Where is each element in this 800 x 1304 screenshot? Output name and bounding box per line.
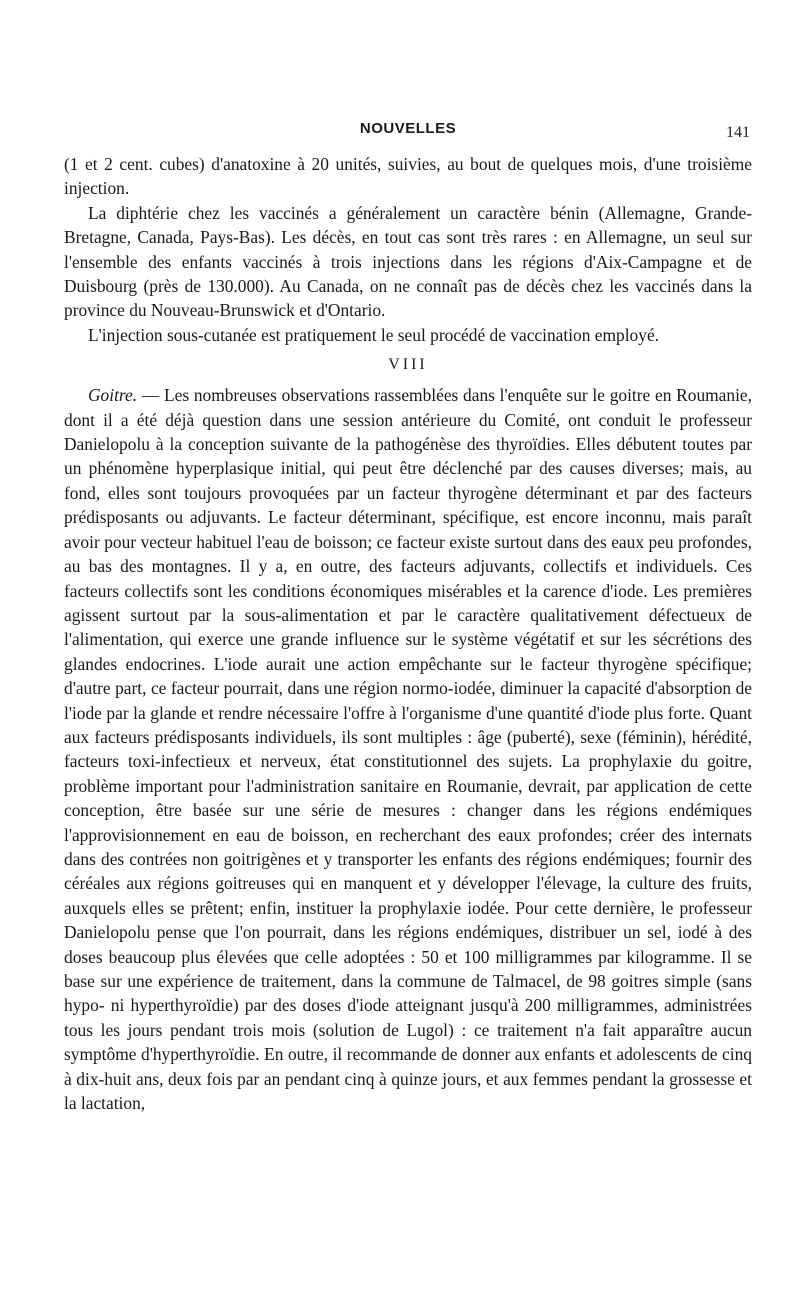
goitre-text: — Les nombreuses observations rassemblées dans l'enquête sur le goitre en Roumanie, dont il a été déjà question dans une session antérieure du Comité, ont conduit le professeur Danielopolu à la conception suivante de la pathogénèse des thyroïdies. Elles débutent toutes par un phénomène hyperplasique initial, qui peut être déclenché par des causes diverses; mais, au fond, elles sont toujours provoquées par un facteur thyrogène déterminant et par des facteurs prédisposants ou adjuvants. Le facteur déterminant, spécifique, est encore inconnu, mais paraît avoir pour vecteur habituel l'eau de boisson; ce facteur existe surtout dans des eaux peu profondes, au bas des montagnes. Il y a, en outre, des facteurs adjuvants, collectifs et individuels. Ces facteurs collectifs sont les conditions économiques misérables et la carence d'iode. Les premières agissent surtout par la sous-alimentation et par le caractère qualitativement défectueux de l'alimentation, qui exerce une grande influence sur le système végétatif et sur les sécrétions des glandes endocrines. L'iode aurait une action empêchante sur le facteur thyrogène spécifique; d'autre part, ce facteur pourrait, dans une région normo-iodée, diminuer la capacité d'absorption de l'iode par la glande et rendre nécessaire l'offre à l'organisme d'une quantité d'iode plus forte. Quant aux facteurs prédisposants individuels, ils sont multiples : âge (puberté), sexe (féminin), hérédité, facteurs toxi-infectieux et nerveux, état constitutionnel des sujets. La prophylaxie du goitre, problème important pour l'administration sanitaire en Roumanie, devrait, par application de cette conception, être basée sur une série de mesures : changer dans les régions endémiques l'approvisionnement en eau de boisson, en recherchant des eaux profondes; créer des internats dans des contrées non goitrigènes et y transporter les enfants des régions endémiques; fournir des céréales aux régions goitreuses qui en manquent et y développer l'élevage, la culture des fruits, auxquels elles se prêtent; enfin, instituer la prophylaxie iodée. Pour cette dernière, le professeur Danielopolu pense que l'on pourrait, dans les régions endémiques, distribuer un sel, iodé à des doses beaucoup plus élevées que celle adoptées : 50 et 100 milligrammes par kilogramme. Il se base sur une expérience de traitement, dans la commune de Talmacel, de 98 goitres simple (sans hypo- ni hyperthyroïdie) par des doses d'iode atteignant jusqu'à 200 milligrammes, administrées tous les jours pendant trois mois (solution de Lugol) : ce traitement n'a fait apparaître aucun symptôme d'hyperthyroïdie. En outre, il recommande de donner aux enfants et adolescents de cinq à dix-huit ans, deux fois par an pendant cinq à quinze jours, et aux femmes pendant la grossesse et la lactation,	[64, 385, 752, 1114]
paragraph-goitre	[64, 383, 752, 1115]
page-header	[64, 118, 752, 144]
paragraph-injection: L'injection sous-cutanée est pratiquement le seul procédé de vaccination employé.	[88, 324, 660, 345]
section-heading: VIII	[388, 356, 428, 374]
goitre-lead: Goitre.	[88, 385, 138, 406]
running-title: NOUVELLES	[359, 120, 457, 137]
paragraph-diphtheria: La diphtérie chez les vaccinés a généralement un caractère bénin (Allemagne, Grande-Bretagne, Canada, Pays-Bas). Les décès, en tout cas sont très rares : en Allemagne, un seul sur l'ensemble des enfants vaccinés à trois injections dans les régions d'Aix-Campagne et de Duisbourg (près de 130.000). Au Canada, on ne connaît pas de décès chez les vaccinés dans la province du Nouveau-Brunswick et d'Ontario.	[64, 202, 752, 321]
document-page	[64, 118, 752, 1115]
paragraph-continuation: (1 et 2 cent. cubes) d'anatoxine à 20 unités, suivies, au bout de quelques mois, d'une troisième injection.	[64, 154, 752, 199]
page-number: 141	[726, 124, 750, 141]
